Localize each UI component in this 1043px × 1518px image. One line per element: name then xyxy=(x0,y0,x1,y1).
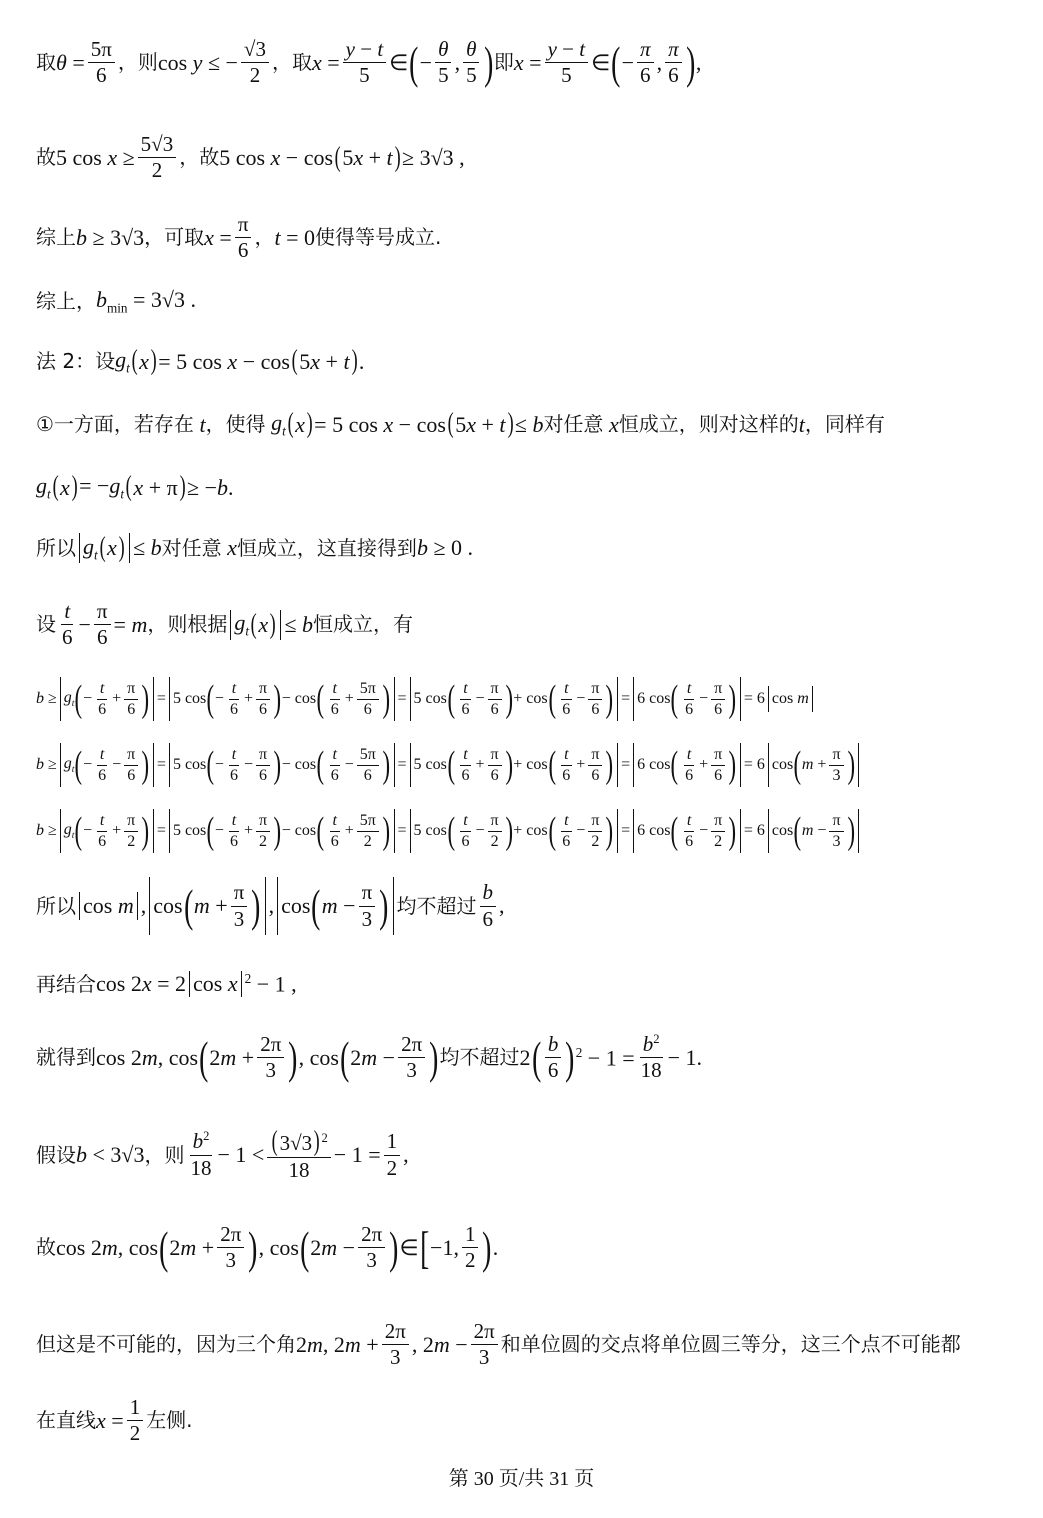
equation-row-2: b ≥ $g_t$ ( − $\frac{t}{6}$ − $\frac{\pi}{6}$ ) = 5 cos ( − $\frac{t}{6}$ − $\frac{\pi}{6}$ ) − cos ( $\frac{t}{6}$ − $\frac{5\pi}{6}$ ) = 5 cos ( $\frac{t}{6}$ + $\frac{\pi}{6}$ ) + cos ( $\frac{t}{6}$ + $\frac{\pi}{6}$ ) = 6 cos ( $\frac{t}{6}$ + $\frac{\pi}{6}$ ) = 6 cos ( m + $\frac{\pi}{3}$ ) xyxy=(36,743,1013,787)
fraction: $\frac{5\pi}{6}$ xyxy=(88,38,115,87)
equation-row-1: b ≥ $g_t$ ( − $\frac{t}{6}$ + $\frac{\pi}{6}$ ) = 5 cos ( − $\frac{t}{6}$ + $\frac{\pi}{6}$ ) − cos ( $\frac{t}{6}$ + $\frac{5\pi}{6}$ ) = 5 cos ( $\frac{t}{6}$ − $\frac{\pi}{6}$ ) + cos ( $\frac{t}{6}$ − $\frac{\pi}{6}$ ) = 6 cos ( $\frac{t}{6}$ − $\frac{\pi}{6}$ ) = 6 cos m xyxy=(36,677,1013,721)
equation-row-3: b ≥ $g_t$ ( − $\frac{t}{6}$ + $\frac{\pi}{2}$ ) = 5 cos ( − $\frac{t}{6}$ + $\frac{\pi}{2}$ ) − cos ( $\frac{t}{6}$ + $\frac{5\pi}{2}$ ) = 5 cos ( $\frac{t}{6}$ − $\frac{\pi}{2}$ ) + cos ( $\frac{t}{6}$ − $\frac{\pi}{2}$ ) = 6 cos ( $\frac{t}{6}$ − $\frac{\pi}{2}$ ) = 6 cos ( m − $\frac{\pi}{3}$ ) xyxy=(36,809,1013,853)
line-6: ①一方面，若存在 t ，使得 $g_t$ ( x ) = 5 cos x − cos ( 5x + t ) ≤ b 对任意 x 恒成立，则对这样的 t ，同样有 xyxy=(36,408,885,440)
line-7: $g_t$ ( x ) = $-g_t$ ( x + π ) ≥ −b. xyxy=(36,471,234,503)
line-18: 但这是不可能的，因为三个角 2m, 2m + $\frac{2\pi}{3}$ , 2m − $\frac{2\pi}{3}$ 和单位圆的交点将单位圆三等分，这三个点不可能都 xyxy=(36,1319,961,1370)
line-2: 故 5 cos x ≥ $\frac{5√3}{2}$ ，故 5 cos x − cos ( 5x + t ) ≥ 3√3 , xyxy=(36,132,465,183)
line-14: 再结合 cos 2x = 2 cos x $^2$ − 1 , xyxy=(36,971,297,997)
page-footer: 第 30 页/共 31 页 xyxy=(448,1468,595,1490)
line-4: 综上， $b_{min} = 3√3$ . xyxy=(36,287,196,316)
line-8: 所以 $g_t$ ( x ) ≤ b 对任意 x 恒成立，这直接得到 b ≥ 0 . xyxy=(36,532,474,563)
line-16: 假设 b < 3√3 ，则 $\frac{b^2}{18}$ − 1 < $\frac{(3√3) ^2}{18}$ − 1 = $\frac{1}{2}$ , xyxy=(36,1126,409,1182)
line-15: 就得到 cos 2m, cos ( 2m + $\frac{2\pi}{3}$ ) , cos ( 2m − $\frac{2\pi}{3}$ ) 均不超过 2 ( $\frac{b}{6}$ ) $^2$ − 1 = $\frac{b^2}{18}$ − 1. xyxy=(36,1031,703,1083)
line-17: 故 cos 2m, cos ( 2m + $\frac{2\pi}{3}$ ) , cos ( 2m − $\frac{2\pi}{3}$ ) ∈ [ −1, $\frac{1}{2}$ ) . xyxy=(36,1221,499,1273)
line-9: 设 $\frac{t}{6}$ − $\frac{\pi}{6}$ = m ，则根据 $g_t$ ( x ) ≤ b 恒成立，有 xyxy=(36,599,414,650)
line-13: 所以 cos m , cos ( m + $\frac{\pi}{3}$ ) , cos ( m − $\frac{\pi}{3}$ ) 均不超过 $\frac{b}{6}$ , xyxy=(36,877,1013,935)
line-3: 综上 b ≥ 3√3 ，可取 x = $\frac{\pi}{6}$ ， t = 0 使得等号成立. xyxy=(36,212,442,263)
line-19: 在直线 x = $\frac{1}{2}$ 左侧. xyxy=(36,1395,193,1446)
line-5: 法 2：设 $g_t$ ( x ) = 5 cos x − cos ( 5x + t ) . xyxy=(36,345,365,377)
line-1: 取 θ = $\frac{5\pi}{6}$ ，则 cos y ≤ − $\frac{√3}{2}$ ，取 x = $\frac{y - t}{5}$ ∈ ( − $\frac{\theta}{5}$ , $\frac{\theta}{5}$ ) 即 x = $\frac{y - t}{5}$ ∈ ( − $\frac{\pi}{6}$ , $\frac{\pi}{6}$ ) , xyxy=(36,36,702,88)
